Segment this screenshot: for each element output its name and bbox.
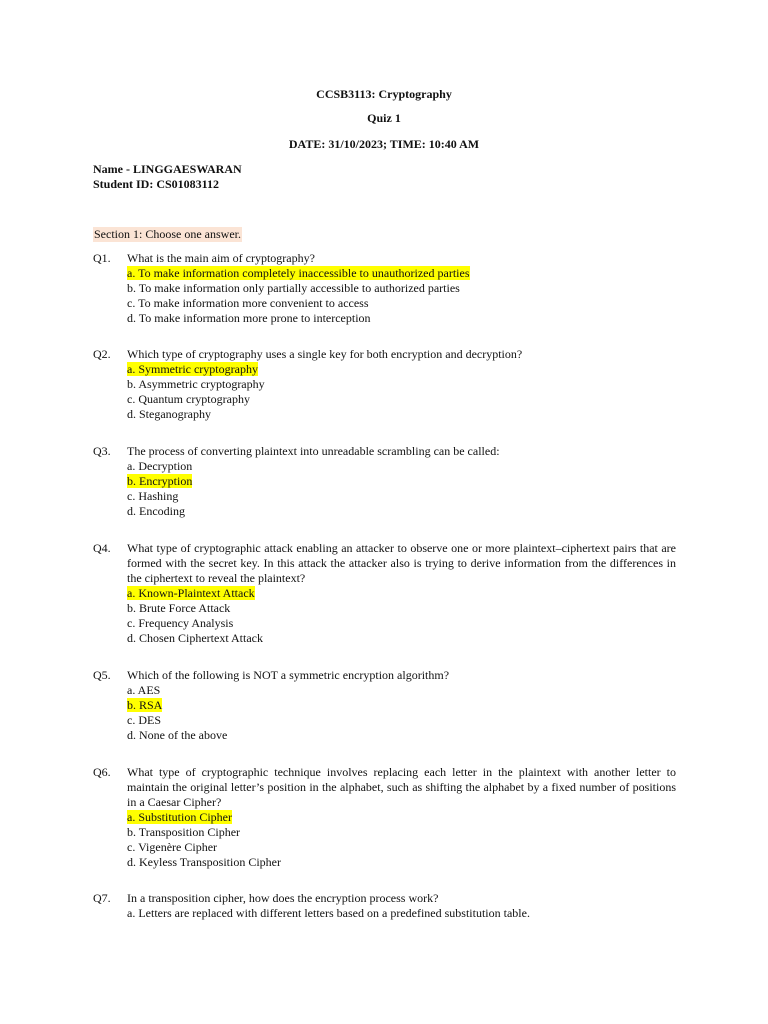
question-text: What is the main aim of cryptography? <box>127 251 315 265</box>
option-b <box>127 281 676 296</box>
option-text: b. Asymmetric cryptography <box>127 377 265 391</box>
option-b <box>127 698 676 713</box>
option-text: c. DES <box>127 713 161 727</box>
option-a <box>127 810 676 825</box>
option-c <box>127 713 676 728</box>
option-text: d. None of the above <box>127 728 228 742</box>
question-text: What type of cryptographic attack enabling an attacker to observe one or more plaintext–ciphertext pairs that are formed with the secret key. In this attack the attacker also is trying to derive information from the differences in the ciphertext to reveal the plaintext? <box>127 541 676 585</box>
option-a <box>127 586 676 601</box>
student-name: Name - LINGGAESWARAN <box>93 162 242 176</box>
option-text: b. Brute Force Attack <box>127 601 231 615</box>
question-text: What type of cryptographic technique involves replacing each letter in the plaintext with another letter to maintain the original letter’s position in the alphabet, such as shifting the alphabet by a fixed number of positions in a Caesar Cipher? <box>127 765 676 809</box>
question-number: Q6. <box>93 765 111 779</box>
option-text: b. To make information only partially accessible to authorized parties <box>127 281 460 295</box>
question-text: Which of the following is NOT a symmetric encryption algorithm? <box>127 668 450 682</box>
option-a <box>127 683 676 698</box>
question-6 <box>93 765 676 870</box>
option-d <box>127 504 676 519</box>
quiz-datetime: DATE: 31/10/2023; TIME: 10:40 AM <box>288 137 480 151</box>
option-text: b. Transposition Cipher <box>127 825 241 839</box>
option-c <box>127 616 676 631</box>
option-text: c. Quantum cryptography <box>127 392 250 406</box>
section-heading: Section 1: Choose one answer. <box>94 227 241 241</box>
question-text: The process of converting plaintext into unreadable scrambling can be called: <box>127 444 500 458</box>
answer-highlight: a. Substitution Cipher <box>127 810 232 824</box>
option-c <box>127 489 676 504</box>
answer-highlight: a. Symmetric cryptography <box>127 362 258 376</box>
option-c <box>127 296 676 311</box>
question-4 <box>93 541 676 646</box>
answer-highlight: b. RSA <box>127 698 163 712</box>
question-text: Which type of cryptography uses a single key for both encryption and decryption? <box>127 347 523 361</box>
option-text: c. Hashing <box>127 489 179 503</box>
question-2 <box>93 347 676 422</box>
answer-highlight: b. Encryption <box>127 474 193 488</box>
option-text: d. Steganography <box>127 407 211 421</box>
option-d <box>127 407 676 422</box>
option-text: d. Encoding <box>127 504 185 518</box>
option-text: d. To make information more prone to interception <box>127 311 371 325</box>
course-title: CCSB3113: Cryptography <box>316 87 452 101</box>
option-a <box>127 459 676 474</box>
question-5 <box>93 668 676 743</box>
option-b <box>127 377 676 392</box>
option-d <box>127 311 676 326</box>
quiz-title: Quiz 1 <box>367 111 401 125</box>
option-a <box>127 266 676 281</box>
option-b <box>127 825 676 840</box>
option-c <box>127 392 676 407</box>
option-text: c. Vigenère Cipher <box>127 840 218 854</box>
option-text: a. Letters are replaced with different letters based on a predefined substitution table. <box>127 906 530 920</box>
student-info <box>93 162 242 192</box>
option-text: d. Chosen Ciphertext Attack <box>127 631 263 645</box>
option-d <box>127 728 676 743</box>
question-1 <box>93 251 676 326</box>
question-text: In a transposition cipher, how does the encryption process work? <box>127 891 439 905</box>
option-text: a. Decryption <box>127 459 193 473</box>
question-number: Q4. <box>93 541 111 555</box>
question-number: Q7. <box>93 891 111 905</box>
question-3 <box>93 444 676 519</box>
answer-highlight: a. Known-Plaintext Attack <box>127 586 255 600</box>
question-number: Q3. <box>93 444 111 458</box>
option-text: c. To make information more convenient to access <box>127 296 369 310</box>
option-c <box>127 840 676 855</box>
option-a <box>127 906 676 921</box>
option-text: c. Frequency Analysis <box>127 616 234 630</box>
option-b <box>127 474 676 489</box>
question-number: Q2. <box>93 347 111 361</box>
option-text: d. Keyless Transposition Cipher <box>127 855 282 869</box>
student-id: Student ID: CS01083112 <box>93 177 220 191</box>
option-a <box>127 362 676 377</box>
question-number: Q5. <box>93 668 111 682</box>
question-7 <box>93 891 676 921</box>
question-number: Q1. <box>93 251 111 265</box>
option-text: a. AES <box>127 683 161 697</box>
answer-highlight: a. To make information completely inaccessible to unauthorized parties <box>127 266 470 280</box>
option-b <box>127 601 676 616</box>
option-d <box>127 855 676 870</box>
option-d <box>127 631 676 646</box>
